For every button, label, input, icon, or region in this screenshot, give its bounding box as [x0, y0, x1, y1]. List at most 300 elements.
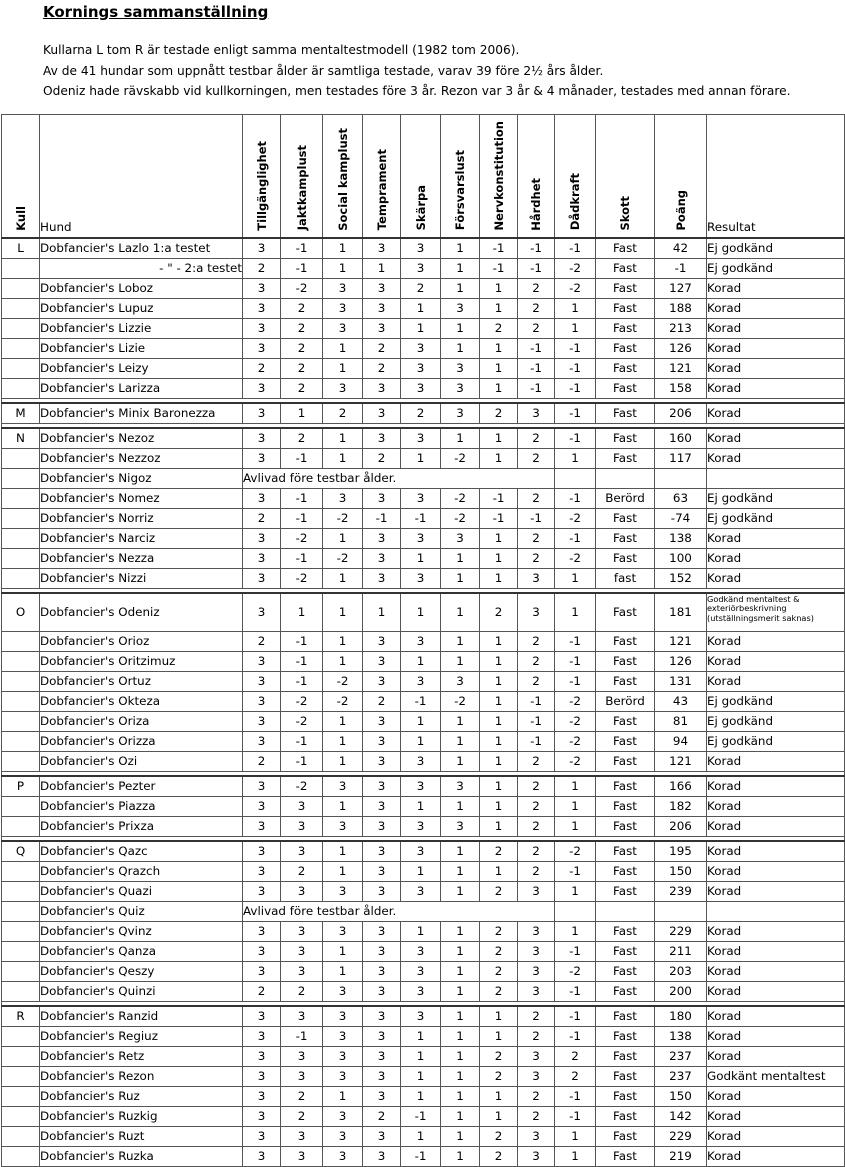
forsvarslust-cell: 1 [441, 1066, 480, 1086]
jaktkamplust-cell: -1 [281, 651, 323, 671]
nervkonstitution-cell: 2 [480, 403, 518, 424]
skarpa-cell: -1 [401, 1106, 441, 1126]
table-row [2, 358, 845, 378]
temprament-cell: 3 [363, 378, 401, 398]
intro-line-2: Av de 41 hundar som uppnått testbar ålder är samtliga testade, varav 39 före 2½ års ålder. [43, 64, 604, 78]
table-row [2, 1066, 845, 1086]
resultat-cell: Korad [707, 1146, 845, 1166]
hardhet-cell: 3 [518, 403, 555, 424]
poang-cell: 206 [655, 816, 707, 836]
dadkraft-cell: -2 [555, 548, 596, 568]
skott-cell: Fast [596, 358, 655, 378]
temprament-cell: 3 [363, 941, 401, 961]
forsvarslust-cell: 1 [441, 1086, 480, 1106]
temprament-cell: 3 [363, 711, 401, 731]
jaktkamplust-cell: 3 [281, 881, 323, 901]
kull-cell: O [2, 593, 40, 632]
skott-cell: Fast [596, 593, 655, 632]
table-row [2, 1046, 845, 1066]
poang-cell: 117 [655, 448, 707, 468]
skarpa-cell: 1 [401, 711, 441, 731]
social-kamplust-cell: 3 [323, 981, 363, 1001]
table-row [2, 861, 845, 881]
tillganglighet-cell: 3 [243, 941, 281, 961]
skott-cell: Fast [596, 378, 655, 398]
skarpa-cell: 3 [401, 776, 441, 797]
kull-cell [2, 528, 40, 548]
dadkraft-cell: -1 [555, 671, 596, 691]
poang-cell: 180 [655, 1006, 707, 1027]
temprament-cell: 3 [363, 796, 401, 816]
table-row [2, 981, 845, 1001]
social-kamplust-cell: 1 [323, 651, 363, 671]
dog-name-cell: Dobfancier's Nomez [40, 488, 243, 508]
tillganglighet-cell: 3 [243, 378, 281, 398]
tillganglighet-cell: 3 [243, 711, 281, 731]
kull-cell: N [2, 428, 40, 449]
hardhet-cell: 2 [518, 528, 555, 548]
hardhet-cell: 2 [518, 318, 555, 338]
social-kamplust-cell: 2 [323, 403, 363, 424]
social-kamplust-cell: 3 [323, 298, 363, 318]
dadkraft-cell: -2 [555, 508, 596, 528]
tillganglighet-cell: 3 [243, 1006, 281, 1027]
skott-cell: Fast [596, 796, 655, 816]
forsvarslust-cell: 1 [441, 548, 480, 568]
social-kamplust-cell: 3 [323, 488, 363, 508]
poang-cell: 237 [655, 1066, 707, 1086]
temprament-cell: 3 [363, 731, 401, 751]
skott-cell: Fast [596, 651, 655, 671]
poang-cell: 160 [655, 428, 707, 449]
nervkonstitution-cell: -1 [480, 258, 518, 278]
skarpa-cell: 3 [401, 1006, 441, 1027]
poang-cell: 237 [655, 1046, 707, 1066]
hardhet-cell: -1 [518, 378, 555, 398]
nervkonstitution-cell: 1 [480, 548, 518, 568]
temprament-cell: 2 [363, 358, 401, 378]
empty-cell [655, 901, 707, 921]
nervkonstitution-cell: 1 [480, 796, 518, 816]
hardhet-cell: -1 [518, 711, 555, 731]
nervkonstitution-cell: 2 [480, 921, 518, 941]
kull-cell [2, 258, 40, 278]
hardhet-cell: -1 [518, 258, 555, 278]
kull-cell [2, 1106, 40, 1126]
dog-name-cell: Dobfancier's Odeniz [40, 593, 243, 632]
table-row [2, 1086, 845, 1106]
social-kamplust-cell: 1 [323, 861, 363, 881]
hardhet-cell: 2 [518, 1006, 555, 1027]
poang-cell: 138 [655, 1026, 707, 1046]
skarpa-cell: -1 [401, 508, 441, 528]
resultat-cell: Korad [707, 568, 845, 588]
nervkonstitution-cell: 2 [480, 1146, 518, 1166]
dadkraft-cell: 1 [555, 448, 596, 468]
social-kamplust-cell: 3 [323, 1146, 363, 1166]
skarpa-cell: 2 [401, 403, 441, 424]
empty-cell [555, 901, 596, 921]
skott-cell: Fast [596, 528, 655, 548]
tillganglighet-cell: 3 [243, 403, 281, 424]
poang-cell: 142 [655, 1106, 707, 1126]
hardhet-cell: -1 [518, 338, 555, 358]
tillganglighet-cell: 3 [243, 528, 281, 548]
skott-cell: Fast [596, 1106, 655, 1126]
table-row [2, 671, 845, 691]
jaktkamplust-cell: 3 [281, 816, 323, 836]
skott-cell: Fast [596, 428, 655, 449]
hardhet-cell: 2 [518, 548, 555, 568]
social-kamplust-cell: 1 [323, 841, 363, 862]
forsvarslust-cell: 1 [441, 1006, 480, 1027]
forsvarslust-cell: 1 [441, 731, 480, 751]
forsvarslust-cell: 1 [441, 1046, 480, 1066]
nervkonstitution-cell: 2 [480, 981, 518, 1001]
skott-cell: Fast [596, 921, 655, 941]
kull-cell [2, 338, 40, 358]
forsvarslust-cell: 1 [441, 338, 480, 358]
dog-name-cell: Dobfancier's Oriza [40, 711, 243, 731]
resultat-cell: Korad [707, 921, 845, 941]
social-kamplust-cell: 1 [323, 961, 363, 981]
dog-name-cell: Dobfancier's Qeszy [40, 961, 243, 981]
col-header-kull: Kull [2, 115, 40, 238]
dadkraft-cell: -2 [555, 258, 596, 278]
temprament-cell: 3 [363, 981, 401, 1001]
skott-cell: Fast [596, 1046, 655, 1066]
jaktkamplust-cell: 3 [281, 1046, 323, 1066]
dog-name-cell: Dobfancier's Qvinz [40, 921, 243, 941]
hardhet-cell: 3 [518, 1126, 555, 1146]
tillganglighet-cell: 3 [243, 1126, 281, 1146]
skott-cell: Fast [596, 816, 655, 836]
resultat-cell: Ej godkänd [707, 731, 845, 751]
dadkraft-cell: 1 [555, 1126, 596, 1146]
dadkraft-cell: -1 [555, 941, 596, 961]
nervkonstitution-cell: 1 [480, 1086, 518, 1106]
table-row [2, 338, 845, 358]
forsvarslust-cell: 1 [441, 318, 480, 338]
col-header-tillganglighet: Tillgänglighet [243, 115, 281, 238]
table-row [2, 711, 845, 731]
resultat-cell: Korad [707, 651, 845, 671]
hardhet-cell: -1 [518, 508, 555, 528]
resultat-cell: Korad [707, 1046, 845, 1066]
resultat-cell: Korad [707, 358, 845, 378]
poang-cell: 138 [655, 528, 707, 548]
skarpa-cell: 1 [401, 1066, 441, 1086]
poang-cell: 131 [655, 671, 707, 691]
jaktkamplust-cell: -1 [281, 671, 323, 691]
poang-cell: 150 [655, 861, 707, 881]
dog-name-cell: Dobfancier's Norriz [40, 508, 243, 528]
nervkonstitution-cell: 1 [480, 711, 518, 731]
kull-cell [2, 1146, 40, 1166]
skarpa-cell: 1 [401, 796, 441, 816]
jaktkamplust-cell: -2 [281, 691, 323, 711]
tillganglighet-cell: 3 [243, 861, 281, 881]
kull-cell [2, 901, 40, 921]
dog-name-cell: Dobfancier's Lupuz [40, 298, 243, 318]
poang-cell: 150 [655, 1086, 707, 1106]
poang-cell: 100 [655, 548, 707, 568]
social-kamplust-cell: -2 [323, 671, 363, 691]
table-row [2, 751, 845, 771]
table-row [2, 528, 845, 548]
poang-cell: 229 [655, 1126, 707, 1146]
kull-cell [2, 508, 40, 528]
skarpa-cell: 3 [401, 631, 441, 651]
dog-name-cell: Dobfancier's Nezoz [40, 428, 243, 449]
kull-cell [2, 921, 40, 941]
kull-cell [2, 568, 40, 588]
dadkraft-cell: -1 [555, 528, 596, 548]
dog-name-cell: Dobfancier's Rezon [40, 1066, 243, 1086]
kull-cell [2, 816, 40, 836]
tillganglighet-cell: 2 [243, 981, 281, 1001]
dadkraft-cell: -2 [555, 711, 596, 731]
table-row [2, 548, 845, 568]
nervkonstitution-cell: -1 [480, 488, 518, 508]
social-kamplust-cell: 1 [323, 358, 363, 378]
skarpa-cell: 3 [401, 816, 441, 836]
hardhet-cell: 2 [518, 751, 555, 771]
resultat-cell: Korad [707, 1026, 845, 1046]
hardhet-cell: -1 [518, 358, 555, 378]
table-row [2, 1006, 845, 1027]
tillganglighet-cell: 3 [243, 1026, 281, 1046]
forsvarslust-cell: 1 [441, 751, 480, 771]
forsvarslust-cell: 1 [441, 651, 480, 671]
forsvarslust-cell: 3 [441, 816, 480, 836]
forsvarslust-cell: 1 [441, 961, 480, 981]
col-header-dadkraft: Dådkraft [555, 115, 596, 238]
tillganglighet-cell: 2 [243, 751, 281, 771]
dog-name-cell: Dobfancier's Ruzt [40, 1126, 243, 1146]
nervkonstitution-cell: 1 [480, 776, 518, 797]
jaktkamplust-cell: -1 [281, 631, 323, 651]
table-row [2, 298, 845, 318]
nervkonstitution-cell: 1 [480, 428, 518, 449]
poang-cell: 166 [655, 776, 707, 797]
temprament-cell: 3 [363, 318, 401, 338]
poang-cell: -74 [655, 508, 707, 528]
resultat-cell: Korad [707, 671, 845, 691]
social-kamplust-cell: 3 [323, 1106, 363, 1126]
jaktkamplust-cell: 3 [281, 1126, 323, 1146]
resultat-cell: Korad [707, 961, 845, 981]
tillganglighet-cell: 2 [243, 358, 281, 378]
skarpa-cell: -1 [401, 1146, 441, 1166]
poang-cell: 195 [655, 841, 707, 862]
col-header-forsvarslust: Försvarslust [441, 115, 480, 238]
forsvarslust-cell: 3 [441, 358, 480, 378]
tillganglighet-cell: 3 [243, 921, 281, 941]
dadkraft-cell: -1 [555, 338, 596, 358]
skott-cell: Fast [596, 1146, 655, 1166]
skarpa-cell: 3 [401, 378, 441, 398]
nervkonstitution-cell: 1 [480, 731, 518, 751]
table-row [2, 841, 845, 862]
hardhet-cell: 2 [518, 298, 555, 318]
temprament-cell: 3 [363, 428, 401, 449]
resultat-cell: Korad [707, 776, 845, 797]
forsvarslust-cell: 1 [441, 1146, 480, 1166]
dadkraft-cell: 1 [555, 593, 596, 632]
skarpa-cell: 3 [401, 428, 441, 449]
forsvarslust-cell: 1 [441, 941, 480, 961]
poang-cell: 181 [655, 593, 707, 632]
forsvarslust-cell: 1 [441, 1026, 480, 1046]
kull-cell [2, 941, 40, 961]
tillganglighet-cell: 3 [243, 298, 281, 318]
skott-cell: Fast [596, 258, 655, 278]
nervkonstitution-cell: 2 [480, 841, 518, 862]
skarpa-cell: 1 [401, 731, 441, 751]
social-kamplust-cell: 1 [323, 593, 363, 632]
kull-cell [2, 961, 40, 981]
dog-name-cell: Dobfancier's Qazc [40, 841, 243, 862]
table-row [2, 651, 845, 671]
poang-cell: 121 [655, 358, 707, 378]
skarpa-cell: 3 [401, 258, 441, 278]
social-kamplust-cell: 1 [323, 941, 363, 961]
jaktkamplust-cell: 3 [281, 1006, 323, 1027]
table-row [2, 1126, 845, 1146]
tillganglighet-cell: 3 [243, 1046, 281, 1066]
kull-cell: P [2, 776, 40, 797]
social-kamplust-cell: 3 [323, 816, 363, 836]
kull-cell [2, 548, 40, 568]
skarpa-cell: 3 [401, 338, 441, 358]
skarpa-cell: 3 [401, 671, 441, 691]
temprament-cell: 3 [363, 298, 401, 318]
kull-cell [2, 631, 40, 651]
nervkonstitution-cell: 2 [480, 1046, 518, 1066]
kull-cell [2, 488, 40, 508]
kull-cell: L [2, 238, 40, 259]
tillganglighet-cell: 3 [243, 593, 281, 632]
tillganglighet-cell: 3 [243, 278, 281, 298]
resultat-cell: Korad [707, 338, 845, 358]
jaktkamplust-cell: -2 [281, 278, 323, 298]
skarpa-cell: 3 [401, 751, 441, 771]
kull-cell [2, 731, 40, 751]
forsvarslust-cell: 1 [441, 1126, 480, 1146]
col-header-poang: Poäng [655, 115, 707, 238]
dog-name-cell: Dobfancier's Nigoz [40, 468, 243, 488]
table-row [2, 448, 845, 468]
skarpa-cell: 1 [401, 1126, 441, 1146]
hardhet-cell: 2 [518, 861, 555, 881]
social-kamplust-cell: 1 [323, 731, 363, 751]
poang-cell: 121 [655, 751, 707, 771]
temprament-cell: 3 [363, 403, 401, 424]
temprament-cell: 3 [363, 238, 401, 259]
resultat-cell: Godkänd mentaltest & exteriörbeskrivning (utställningsmerit saknas) [707, 593, 845, 632]
social-kamplust-cell: 3 [323, 318, 363, 338]
skott-cell: Fast [596, 338, 655, 358]
dog-name-cell: - " - 2:a testet [40, 258, 243, 278]
tillganglighet-cell: 2 [243, 508, 281, 528]
skarpa-cell: 3 [401, 941, 441, 961]
social-kamplust-cell: -2 [323, 691, 363, 711]
dog-name-cell: Dobfancier's Ortuz [40, 671, 243, 691]
nervkonstitution-cell: 1 [480, 671, 518, 691]
forsvarslust-cell: -2 [441, 448, 480, 468]
skott-cell: Fast [596, 1026, 655, 1046]
jaktkamplust-cell: 3 [281, 921, 323, 941]
hardhet-cell: 3 [518, 981, 555, 1001]
skott-cell: Fast [596, 238, 655, 259]
skarpa-cell: 1 [401, 298, 441, 318]
tillganglighet-cell: 3 [243, 1106, 281, 1126]
temprament-cell: 3 [363, 1126, 401, 1146]
poang-cell: 182 [655, 796, 707, 816]
table-row [2, 776, 845, 797]
kull-cell: R [2, 1006, 40, 1027]
hardhet-cell: 3 [518, 921, 555, 941]
col-header-social-kamplust: Social kamplust [323, 115, 363, 238]
forsvarslust-cell: 1 [441, 881, 480, 901]
note-cell: Avlivad före testbar ålder. [243, 901, 555, 921]
dog-name-cell: Dobfancier's Prixza [40, 816, 243, 836]
dadkraft-cell: 1 [555, 776, 596, 797]
jaktkamplust-cell: 2 [281, 378, 323, 398]
hardhet-cell: -1 [518, 691, 555, 711]
resultat-cell: Korad [707, 631, 845, 651]
kull-cell [2, 278, 40, 298]
resultat-cell: Korad [707, 278, 845, 298]
dadkraft-cell: 1 [555, 298, 596, 318]
empty-cell [596, 468, 655, 488]
tillganglighet-cell: 3 [243, 731, 281, 751]
forsvarslust-cell: 3 [441, 403, 480, 424]
skarpa-cell: 3 [401, 568, 441, 588]
dog-name-cell: Dobfancier's Pezter [40, 776, 243, 797]
social-kamplust-cell: 3 [323, 1026, 363, 1046]
jaktkamplust-cell: 3 [281, 1066, 323, 1086]
skott-cell: Fast [596, 961, 655, 981]
skarpa-cell: 1 [401, 861, 441, 881]
dadkraft-cell: -2 [555, 278, 596, 298]
resultat-cell: Korad [707, 428, 845, 449]
temprament-cell: 3 [363, 1026, 401, 1046]
kull-cell [2, 358, 40, 378]
resultat-cell: Korad [707, 1086, 845, 1106]
empty-cell [707, 468, 845, 488]
social-kamplust-cell: 3 [323, 278, 363, 298]
forsvarslust-cell: 1 [441, 1106, 480, 1126]
poang-cell: 42 [655, 238, 707, 259]
skott-cell: Fast [596, 1066, 655, 1086]
poang-cell: 200 [655, 981, 707, 1001]
empty-cell [655, 468, 707, 488]
hardhet-cell: 2 [518, 651, 555, 671]
kull-cell [2, 651, 40, 671]
intro-line-3: Odeniz hade rävskabb vid kullkorningen, men testades före 3 år. Rezon var 3 år & 4 månader, testades med annan förare. [43, 84, 791, 98]
resultat-cell: Korad [707, 1126, 845, 1146]
resultat-cell: Korad [707, 378, 845, 398]
dog-name-cell: Dobfancier's Minix Baronezza [40, 403, 243, 424]
forsvarslust-cell: -2 [441, 508, 480, 528]
jaktkamplust-cell: -2 [281, 568, 323, 588]
dadkraft-cell: 1 [555, 318, 596, 338]
social-kamplust-cell: 1 [323, 711, 363, 731]
temprament-cell: 3 [363, 921, 401, 941]
table-row [2, 631, 845, 651]
